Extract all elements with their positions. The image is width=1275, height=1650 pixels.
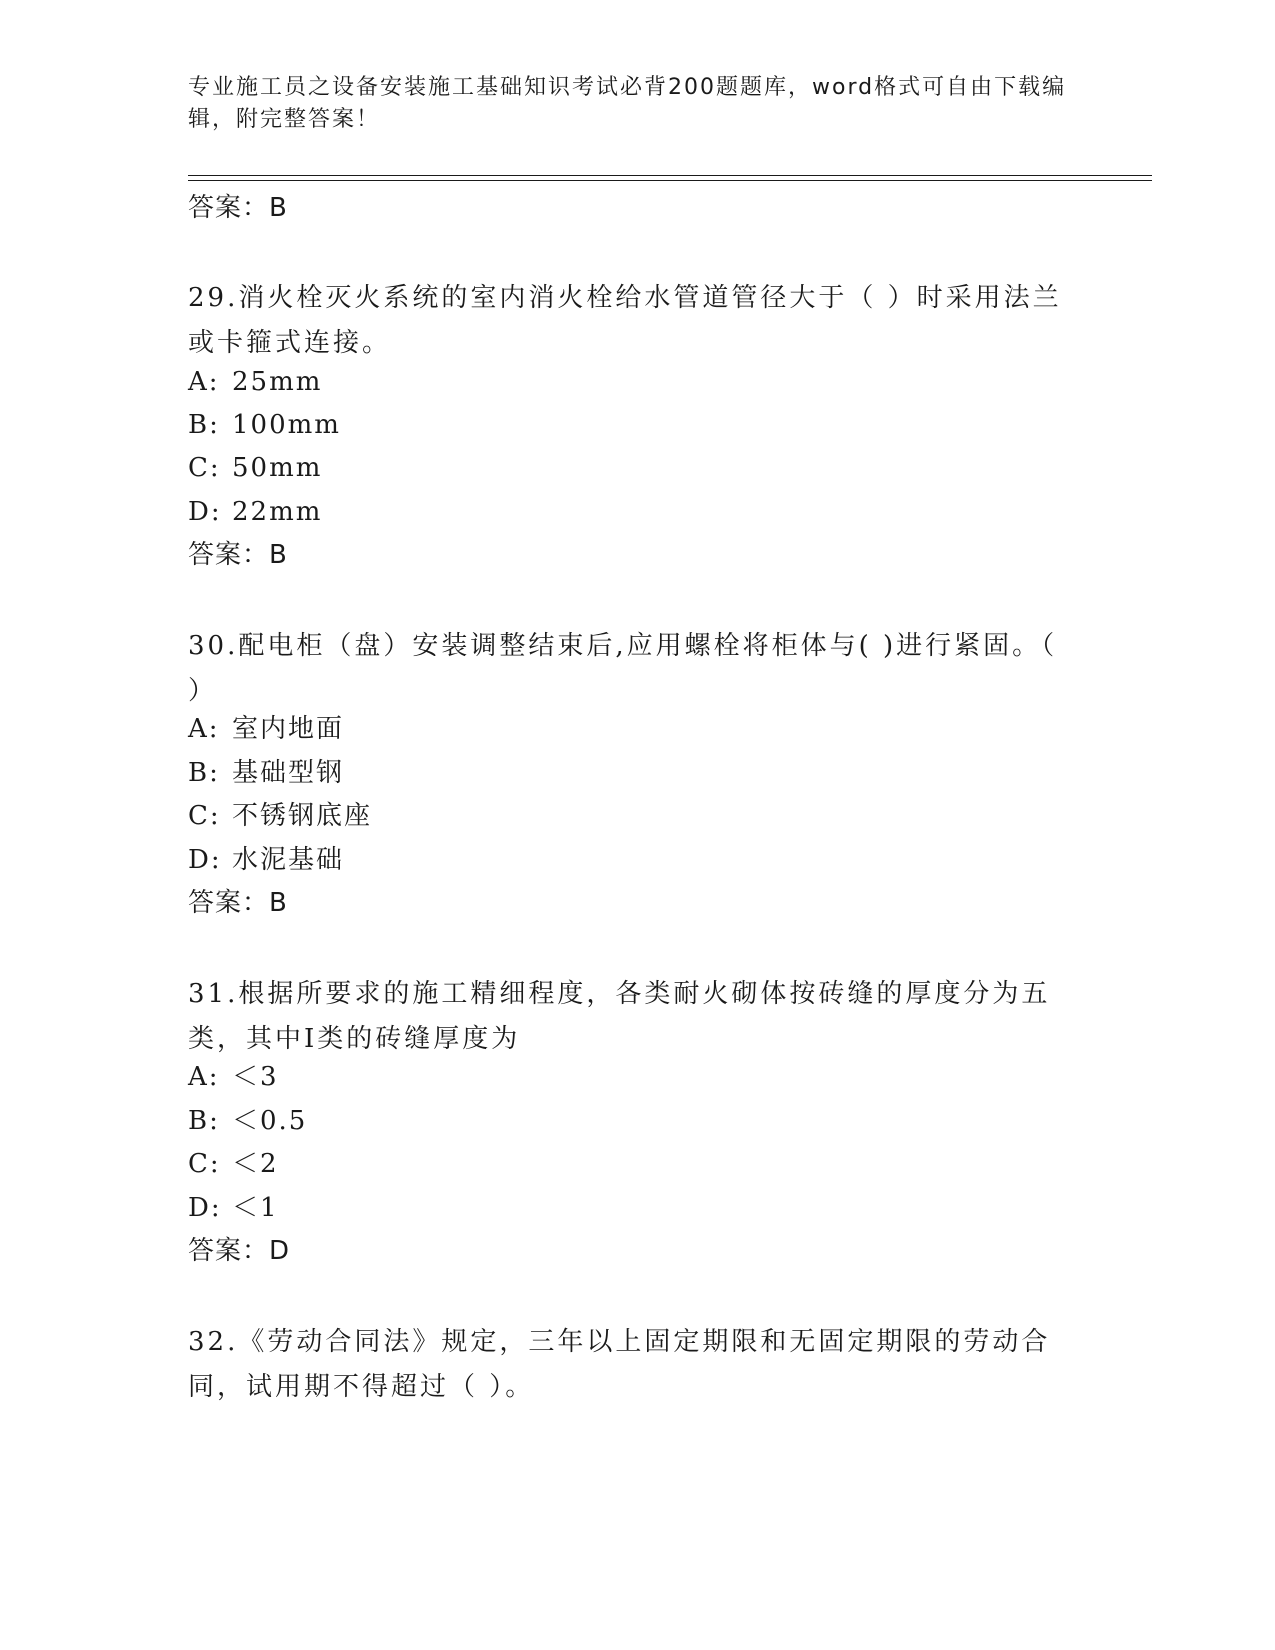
question-29-stem: 29.消火栓灭火系统的室内消火栓给水管道管径大于（ ）时采用法兰或卡箍式连接。	[188, 283, 1062, 358]
option-text: 100mm	[232, 410, 341, 440]
option-label: A:	[188, 1062, 220, 1092]
question-29-option-b	[188, 409, 341, 441]
option-text: ＜3	[232, 1062, 279, 1092]
option-label: C:	[188, 453, 221, 483]
question-31-option-d	[188, 1192, 279, 1224]
question-29-option-a	[188, 366, 322, 398]
question-31-answer: 答案：D	[188, 1236, 291, 1266]
option-label: A:	[188, 714, 220, 744]
question-29-option-c	[188, 452, 322, 484]
option-label: B:	[188, 410, 220, 440]
option-label: B:	[188, 1106, 220, 1136]
question-32-stem: 32.《劳动合同法》规定，三年以上固定期限和无固定期限的劳动合同，试用期不得超过（ ）。	[188, 1327, 1051, 1402]
question-31-option-c	[188, 1148, 279, 1180]
question-30-option-b	[188, 757, 344, 789]
option-text: 室内地面	[232, 714, 345, 744]
option-label: C:	[188, 1149, 221, 1179]
option-label: D:	[188, 1193, 222, 1223]
question-30-option-a	[188, 713, 344, 745]
question-29-answer: 答案：B	[188, 540, 288, 570]
option-label: D:	[188, 497, 222, 527]
option-text: 基础型钢	[232, 758, 345, 788]
option-label: C:	[188, 801, 221, 831]
question-31-option-b	[188, 1105, 307, 1137]
option-label: A:	[188, 367, 220, 397]
option-label: B:	[188, 758, 220, 788]
question-31-stem: 31.根据所要求的施工精细程度，各类耐火砌体按砖缝的厚度分为五类，其中Ⅰ类的砖缝厚度为	[188, 979, 1051, 1054]
header-rule-top	[188, 175, 1152, 176]
option-text: ＜1	[232, 1193, 279, 1223]
question-30-answer: 答案：B	[188, 888, 288, 918]
question-30-stem: 30.配电柜（盘）安装调整结束后,应用螺栓将柜体与( )进行紧固。（ ）	[188, 631, 1058, 706]
previous-answer: 答案：B	[188, 193, 288, 223]
question-29-option-d	[188, 496, 322, 528]
question-31-option-a	[188, 1061, 279, 1093]
option-text: ＜2	[232, 1149, 279, 1179]
question-30-option-c	[188, 800, 372, 832]
header-rule-bottom	[188, 180, 1152, 181]
option-text: 不锈钢底座	[232, 801, 373, 831]
option-text: 22mm	[232, 497, 323, 527]
option-text: 水泥基础	[232, 845, 345, 875]
option-text: 50mm	[232, 453, 323, 483]
option-label: D:	[188, 845, 222, 875]
question-30-option-d	[188, 844, 344, 876]
page-header: 专业施工员之设备安装施工基础知识考试必背200题题库，word格式可自由下载编辑，附完整答案！	[188, 75, 1067, 132]
option-text: ＜0.5	[232, 1106, 308, 1136]
option-text: 25mm	[232, 367, 323, 397]
